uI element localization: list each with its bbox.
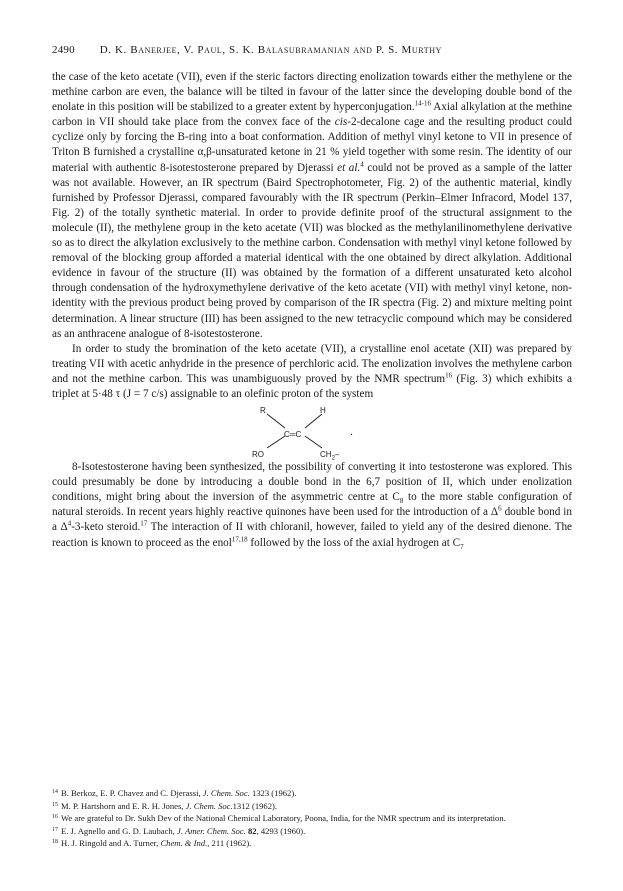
paragraph-1 (52, 70, 572, 342)
reference-number: 18 (52, 839, 58, 846)
reference-text: B. Berkoz, E. P. Chavez and C. Djerassi, (61, 788, 203, 798)
running-header (52, 44, 572, 56)
reference (52, 787, 572, 800)
structure-ch2-label (320, 447, 339, 462)
reference-journal: J. Chem. Soc. (202, 788, 250, 798)
ch-text: CH (320, 450, 332, 460)
paragraph-1-text-b: Axial alkylation at the methine carbon in VII should take place from the convex face of the (52, 101, 572, 129)
structure-bonds (52, 402, 572, 460)
reference-rest: 1312 (1962). (232, 800, 278, 811)
delta-superscript: 4 (67, 519, 72, 528)
citation-superscript: 17 (140, 519, 148, 528)
reference (52, 837, 572, 850)
footnotes (52, 787, 572, 850)
paragraph-3-text-b: to the more stable configuration of natural steroids. In recent years highly reactive quinones have been used for the introduction of a Δ (52, 491, 573, 519)
ch2-subscript: 2 (331, 455, 335, 462)
author-line: D. K. Banerjee, V. Paul, S. K. Balasubramanian and P. S. Murthy (99, 44, 442, 56)
page-number: 2490 (52, 44, 75, 56)
reference-text: We are grateful to Dr. Sukh Dev of the National Chemical Laboratory, Poona, India, for the NMR spectrum and its interpretation. (61, 813, 506, 824)
paragraph-2-text-a: In order to study the bromination of the keto acetate (VII), a crystalline enol acetate (XII) was prepared by treating VII with acetic anhydride in the presence of perchloric acid. The enolization involves the methylene carbon and not the methine carbon. This was unambiguously proved by the NMR spectrum (52, 342, 572, 385)
reference-journal: J. Chem. Soc. (185, 800, 233, 811)
delta-superscript: 6 (498, 504, 502, 513)
paragraph-3 (52, 460, 572, 551)
citation-superscript: 16 (445, 371, 453, 380)
reference-journal: Chem. & Ind. (160, 838, 208, 849)
paragraph-3-text-e: The interaction of II with chloranil, however, failed to yield any of the desired dienone. The reaction is known to proceed as the enol (52, 521, 572, 549)
reference-text: E. J. Agnello and G. D. Laubach, (61, 825, 177, 836)
citation-superscript: 14-16 (414, 99, 431, 108)
paragraph-1-text-d: could not be proved as a sample of the latter was not available. However, an IR spectrum (Baird Spectrophotometer, Fig. 2) of the authentic material, kindly furnished by Professor Djerassi, compared favourably with the IR spectrum (Perkin–Elmer Infracord, Model 137, Fig. 2) of the totally synthetic material. In order to provide definite proof of the structural assignment to the molecule (II), the methylene group in the keto acetate (VII) was blocked as the methylanilinomethylene derivative so as to direct the alkylation exclusively to the methine carbon. Condensation with methyl vinyl ketone followed by removal of the blocking group afforded a material identical with the one obtained by direct alkylation. Additional evidence in favour of the structure (II) was obtained by the formation of a different unsaturated keto alcohol through condensation of the hydroxymethylene derivative of the keto acetate (VII) with methyl vinyl ketone, non-identity with the previous product being proved by comparison of the IR spectra (Fig. 2) and mixture melting point determination. A linear structure (III) has been assigned to the new tetracyclic compound which may be considered as an anthracene analogue of 8-isotestosterone. (52, 161, 573, 340)
reference-text: H. J. Ringold and A. Turner, (61, 838, 161, 849)
structure-ro-label: RO (252, 450, 264, 460)
paragraph-2-text-b: (Fig. 3) which exhibits a triplet at 5·48 τ (J = 7 c/s) assignable to an olefinic proton of the system (52, 372, 572, 400)
reference-rest: 1323 (1962). (249, 788, 297, 798)
reference-number: 16 (52, 814, 58, 821)
citation-superscript: 4 (360, 159, 364, 168)
reference-number: 15 (52, 801, 58, 808)
ch2-dash: – (334, 450, 340, 460)
cis-italic: cis (334, 116, 348, 129)
article-body (52, 70, 572, 551)
reference-number: 17 (52, 826, 58, 833)
reference-rest: , 211 (1962). (207, 838, 252, 849)
paragraph-3-text-c: double bond in a Δ (52, 506, 573, 534)
paragraph-2 (52, 342, 572, 402)
structure-double-bond-label: C═C (284, 430, 302, 440)
structure-period: . (350, 426, 354, 439)
structure-h-label: H (320, 406, 326, 416)
carbon-subscript: 8 (399, 497, 404, 506)
paragraph-3-text-d: -3-keto steroid. (71, 521, 141, 534)
carbon-subscript: 7 (460, 542, 464, 551)
et-al-italic: et al. (337, 161, 361, 174)
chemical-structure (52, 402, 572, 460)
paragraph-1-text-c: -2-decalone cage and the resulting product could cyclize only by forcing the B-ring into a boat conformation. Addition of methyl vinyl ketone to VII in presence of Triton B furnished a crystalline α,β-unsaturated ketone in 21 % yield together with some resin. The identity of our material with authentic 8-isotestosterone prepared by Djerassi (52, 116, 572, 174)
reference-journal: J. Amer. Chem. Soc. (177, 825, 246, 836)
reference-number: 14 (52, 789, 58, 795)
reference (52, 812, 572, 825)
citation-superscript: 17,18 (231, 534, 248, 543)
paragraph-3-text-a: 8-Isotestosterone having been synthesized, the possibility of converting it into testosterone was explored. This could presumably be done by introducing a double bond in the 6,7 position of II, which under enolization conditions, might bring about the inversion of the asymmetric centre at C (52, 461, 572, 504)
reference-rest: , 4293 (1960). (256, 825, 306, 836)
reference-volume: 82 (247, 825, 257, 836)
reference (52, 825, 572, 838)
reference-text: M. P. Hartshorn and E. R. H. Jones, (61, 800, 186, 811)
paragraph-3-text-f: followed by the loss of the axial hydrogen at C (247, 536, 461, 549)
reference (52, 800, 572, 813)
structure-r-label: R (260, 406, 266, 416)
paragraph-1-text-a: the case of the keto acetate (VII), even if the steric factors directing enolization towards either the methylene or the methine carbon are even, the balance will be tilted in favour of the latter since the developing double bond of the enolate in this position will be stabilized to a greater extent by hyperconjugation. (52, 71, 572, 114)
